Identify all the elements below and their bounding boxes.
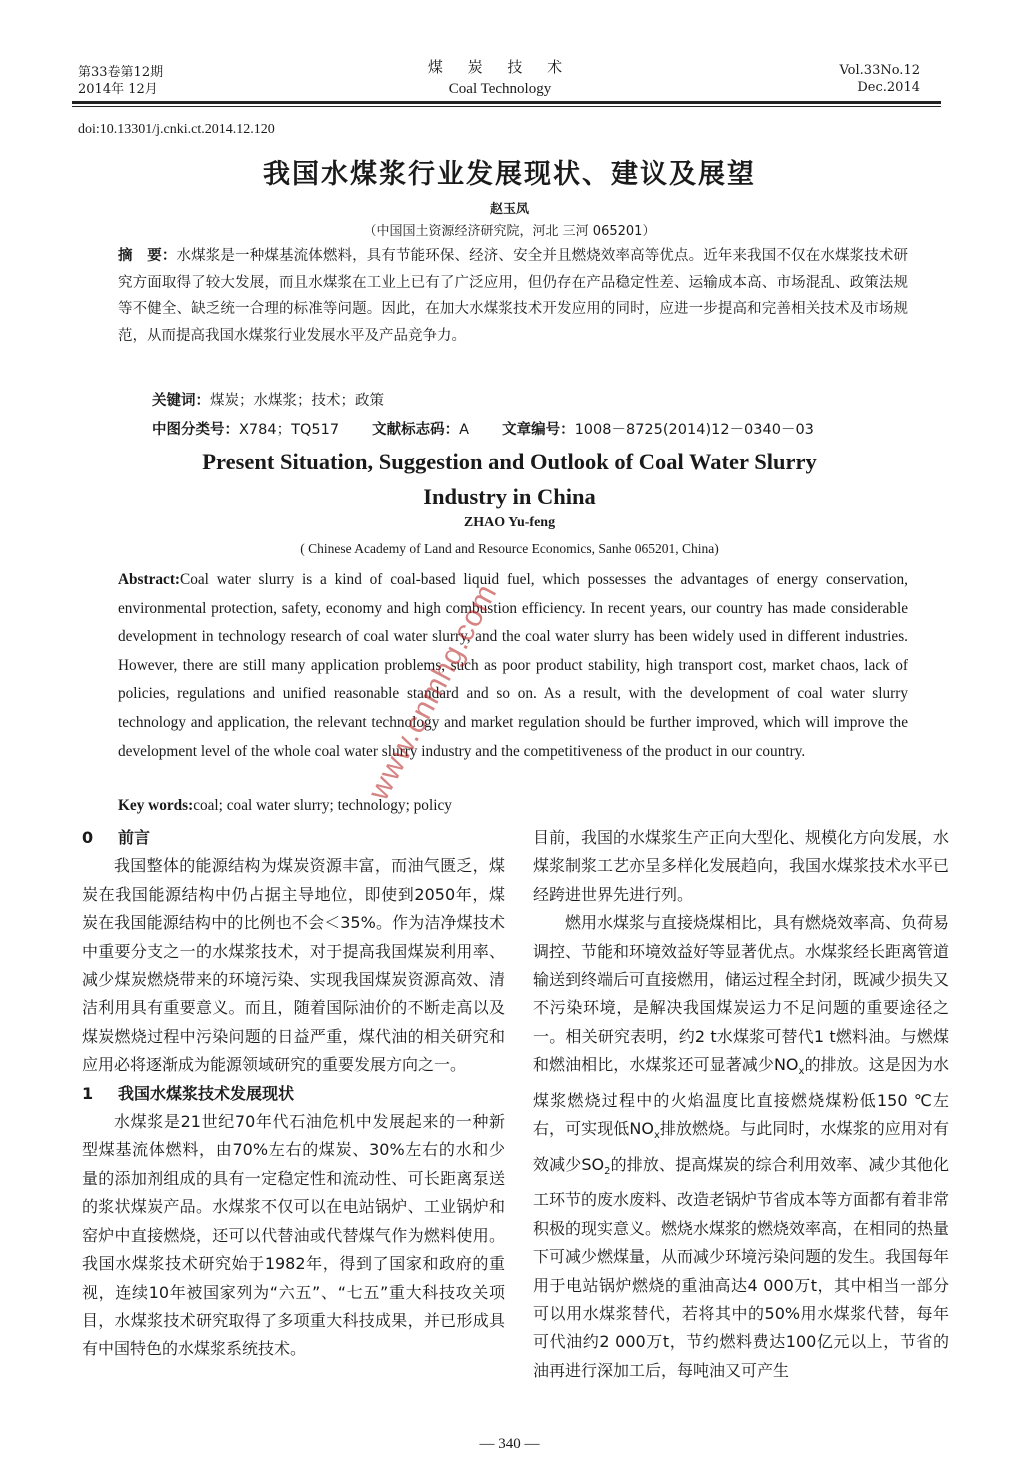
so2-subscript: 2 [604, 1166, 611, 1178]
section-heading-1 [82, 1080, 505, 1108]
header-volume-info [78, 64, 163, 98]
so2-base: SO [581, 1154, 605, 1174]
body-right-column [533, 824, 949, 1385]
author-cn: 赵玉凤 [489, 202, 529, 217]
section-title-0: 前言 [118, 828, 151, 847]
abstract-cn-label: 摘 要： [118, 248, 177, 264]
abstract-cn [118, 243, 908, 349]
doc-code-label: 文献标志码： [372, 422, 460, 438]
keywords-cn [152, 389, 384, 410]
so2-formula [581, 1154, 611, 1178]
header-rule-thick [72, 101, 941, 104]
section-heading-0 [82, 824, 505, 852]
keywords-en-text: coal; coal water slurry; technology; policy [193, 797, 452, 814]
text-right-2d: 的排放、提高煤炭的综合利用效率、减少其他化工环节的废水废料、改造老锅炉节省成本等方面都有着非常积极的现实意义。燃烧水煤浆的燃烧效率高，在相同的热量下可减少燃煤量，从而减少环境污染问题的发生。我国每年用于电站锅炉燃烧的重油高达4 000万t，其中相当一部分可以用水煤浆替代，若将其中的50%用水煤浆代替，每年可代油约2 000万t，节约燃料费达100亿元以上，节省的油再进行深加工后，每吨油又可产生 [533, 1154, 950, 1380]
header-date-en: Dec.2014 [857, 80, 920, 95]
article-number-label: 文章编号： [502, 422, 575, 438]
clc-value: X784；TQ517 [239, 422, 340, 438]
abstract-en-text: Coal water slurry is a kind of coal-based liquid fuel, which possesses the advantages of energy conservation, environmental protection, safety, economy and high combustion efficiency. In recent years, our country has made considerable development in technology research of coal water slurry, and the coal water slurry has been widely used in different industries. However, there are still many application problems, such as poor product stability, high transport cost, market chaos, lack of policies, regulations and unified reasonable standard and so on. As a result, with the development of coal water slurry technology and application, the relevant technology and market regulation should be further improved, which will improve the development level of the whole coal water slurry industry and the competitiveness of the product in our country. [118, 571, 908, 760]
abstract-cn-text: 水煤浆是一种煤基流体燃料，具有节能环保、经济、安全并且燃烧效率高等优点。近年来我国不仅在水煤浆技术研究方面取得了较大发展，而且水煤浆在工业上已有了广泛应用，但仍存在产品稳定性差、运输成本高、市场混乱、政策法规等不健全、缺乏统一合理的标准等问题。因此，在加大水煤浆技术开发应用的同时，应进一步提高和完善相关技术及市场规范，从而提高我国水煤浆行业发展水平及产品竞争力。 [118, 248, 908, 344]
header-volume-en: Vol.33No.12 [839, 63, 920, 78]
abstract-en-label: Abstract: [118, 571, 181, 588]
doi: doi:10.13301/j.cnki.ct.2014.12.120 [78, 122, 275, 137]
title-en [0, 444, 1019, 514]
section-number-1: 1 [82, 1083, 94, 1103]
title-en-line1: Present Situation, Suggestion and Outlook of Coal Water Slurry [202, 449, 817, 474]
text-right-2b: 的排放。这是因为水煤浆燃烧过程中的火焰温度比直接燃烧煤粉低150 ℃左右，可实现低 [533, 1055, 949, 1139]
author-en: ZHAO Yu-feng [463, 515, 556, 530]
section-number-0: 0 [82, 828, 94, 847]
paragraph-right-1: 目前，我国的水煤浆生产正向大型化、规模化方向发展，水煤浆制浆工艺亦呈多样化发展趋向，我国水煤浆技术水平已经跨进世界先进行列。 [533, 828, 950, 904]
header-rule-thin [72, 106, 941, 107]
classification-line [152, 418, 814, 439]
nox-subscript-1: x [798, 1066, 805, 1078]
title-en-line2: Industry in China [423, 484, 596, 509]
abstract-en [118, 566, 908, 766]
keywords-en-label: Key words: [118, 797, 194, 814]
header-volume: 第33卷第12期 [78, 65, 164, 80]
body-left-column [82, 824, 505, 1364]
page-number: — 340 — [479, 1436, 540, 1452]
affiliation-cn: （中国国土资源经济研究院，河北 三河 065201） [363, 224, 656, 239]
nox-subscript-2: x [653, 1130, 660, 1142]
doc-code-value: A [459, 422, 470, 438]
nox-formula-2 [629, 1119, 660, 1142]
nox-base-2: NO [629, 1119, 654, 1139]
journal-name-cn: 煤 炭 技 术 [427, 58, 573, 76]
keywords-cn-label: 关键词： [152, 393, 210, 409]
watermark: www.cnmhg.com [362, 578, 504, 806]
paragraph-intro: 我国整体的能源结构为煤炭资源丰富，而油气匮乏，煤炭在我国能源结构中仍占据主导地位，即使到2050年，煤炭在我国能源结构中的比例也不会＜35%。作为洁净煤技术中重要分支之一的水煤浆技术，对于提高我国煤炭利用率、减少煤炭燃烧带来的环境污染、实现我国煤炭资源高效、清洁利用具有重要意义。而且，随着国际油价的不断走高以及煤炭燃烧过程中污染问题的日益严重，煤代油的相关研究和应用必将逐渐成为能源领域研究的重要发展方向之一。 [82, 856, 505, 1075]
journal-name [380, 56, 620, 98]
paragraph-right-2 [533, 909, 949, 1385]
text-right-2c: 排放燃烧。与此同时，水煤浆的应用对有效减少 [533, 1119, 949, 1174]
text-right-2a: 燃用水煤浆与直接烧煤相比，具有燃烧效率高、负荷易调控、节能和环境效益好等显著优点。水煤浆经长距离管道输送到终端后可直接燃用，储运过程全封闭，既减少损失又不污染环境，是解决我国煤炭运力不足问题的重要途径之一。相关研究表明，约2 t水煤浆可替代1 t燃料油。与燃煤和燃油相比，水煤浆还可显著减少 [533, 913, 950, 1075]
article-number-value: 1008－8725(2014)12－0340－03 [574, 422, 814, 438]
header-volume-info-en [839, 62, 920, 96]
affiliation-en: ( Chinese Academy of Land and Resource Economics, Sanhe 065201, China) [300, 541, 719, 556]
section-title-1: 我国水煤浆技术发展现状 [118, 1083, 295, 1103]
keywords-cn-text: 煤炭；水煤浆；技术；政策 [210, 393, 384, 409]
paragraph-section1: 水煤浆是21世纪70年代石油危机中发展起来的一种新型煤基流体燃料，由70%左右的煤炭、30%左右的水和少量的添加剂组成的具有一定稳定性和流动性、可长距离泵送的浆状煤炭产品。水煤浆不仅可以在电站锅炉、工业锅炉和窑炉中直接燃烧，还可以代替油或代替煤气作为燃料使用。我国水煤浆技术研究始于1982年，得到了国家和政府的重视，连续10年被国家列为“六五”、“七五”重大科技攻关项目，水煤浆技术研究取得了多项重大科技成果，并已形成具有中国特色的水煤浆系统技术。 [82, 1112, 505, 1359]
clc-label: 中图分类号： [152, 422, 239, 438]
nox-formula-1 [773, 1055, 805, 1078]
journal-name-en: Coal Technology [448, 81, 552, 97]
keywords-en [118, 797, 452, 815]
title-cn: 我国水煤浆行业发展现状、建议及展望 [263, 159, 756, 190]
nox-base-1: NO [773, 1055, 799, 1075]
header-date: 2014年 12月 [78, 82, 158, 97]
